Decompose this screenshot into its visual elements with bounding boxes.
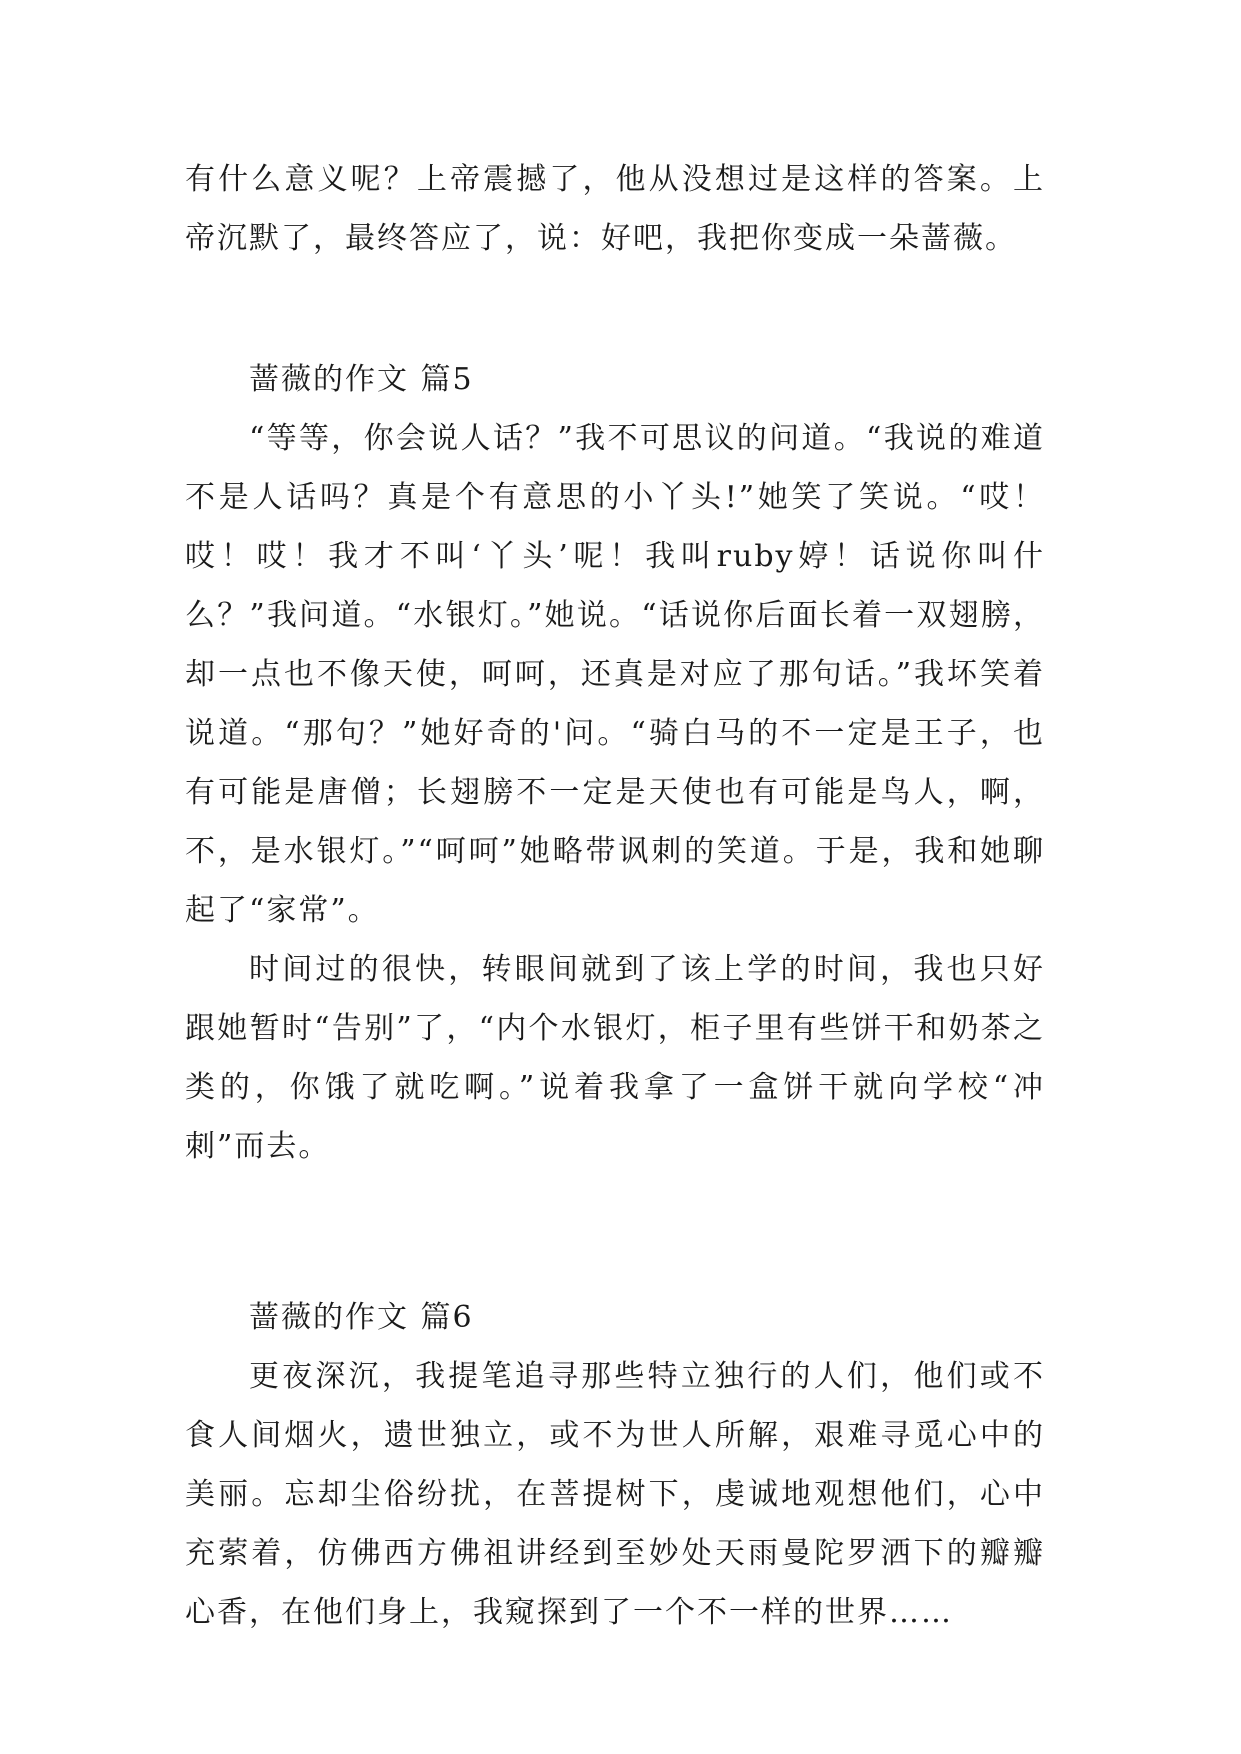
section-gap [185,1176,1045,1288]
section-gap [185,268,1045,350]
body-paragraph: “等等，你会说人话？”我不可思议的问道。“我说的难道不是人话吗？真是个有意思的小丫头!”她笑了笑说。“哎！哎！哎！我才不叫‘丫头’呢！我叫ruby婷！话说你叫什么？”我问道。“水银灯。”她说。“话说你后面长着一双翅膀，却一点也不像天使，呵呵，还真是对应了那句话。”我坏笑着说道。“那句？”她好奇的'问。“骑白马的不一定是王子，也有可能是唐僧；长翅膀不一定是天使也有可能是鸟人，啊，不，是水银灯。”“呵呵”她略带讽刺的笑道。于是，我和她聊起了“家常”。 [185,421,1045,928]
text-column [185,150,1045,1642]
intro-paragraph: 有什么意义呢？上帝震撼了，他从没想过是这样的答案。上帝沉默了，最终答应了，说：好吧，我把你变成一朵蔷薇。 [185,162,1045,256]
body-paragraph: 更夜深沉，我提笔追寻那些特立独行的人们，他们或不食人间烟火，遗世独立，或不为世人所解，艰难寻觅心中的美丽。忘却尘俗纷扰，在菩提树下，虔诚地观想他们，心中充萦着，仿佛西方佛祖讲经到至妙处天雨曼陀罗洒下的瓣瓣心香，在他们身上，我窥探到了一个不一样的世界…… [185,1359,1045,1630]
section-heading-5: 蔷薇的作文 篇5 [249,362,474,397]
section-heading-6: 蔷薇的作文 篇6 [249,1300,474,1335]
body-paragraph: 时间过的很快，转眼间就到了该上学的时间，我也只好跟她暂时“告别”了，“内个水银灯，柜子里有些饼干和奶茶之类的，你饿了就吃啊。”说着我拿了一盒饼干就向学校“冲刺”而去。 [185,952,1045,1164]
